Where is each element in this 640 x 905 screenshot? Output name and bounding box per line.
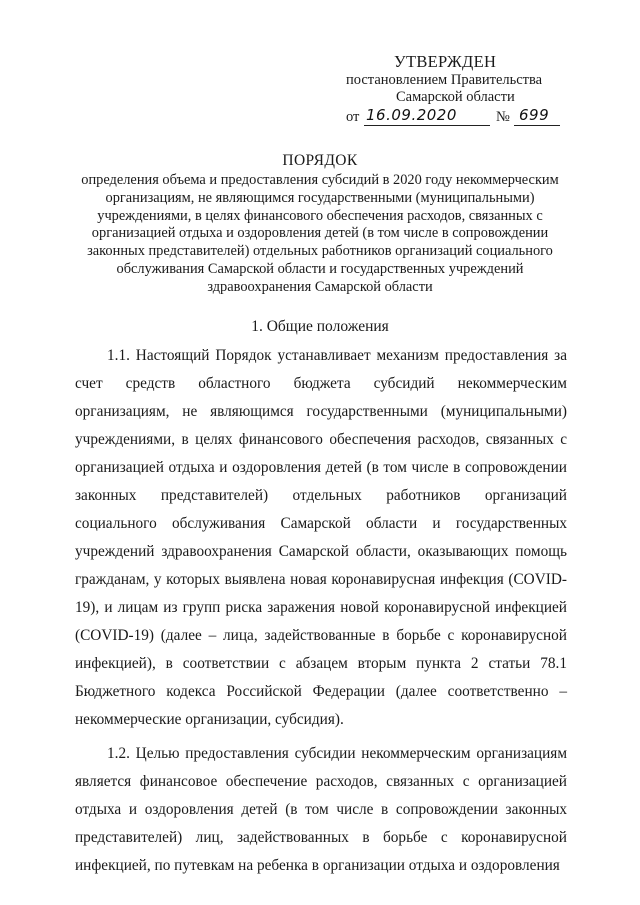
document-subtitle: определения объема и предоставления субсидий в 2020 году некоммерческим организациям, не являющимся государственными (муниципальными) учреждениями, в целях финансового обеспечения расходов, связанных с организацией отдыха и оздоровления детей (в том числе в сопровождении законных представителей) отдельных работников организаций социального обслуживания Самарской области и государственных учреждений здравоохранения Самарской области: [81, 172, 559, 295]
document-title: ПОРЯДОК: [282, 152, 358, 169]
paragraph-1-1: 1.1. Настоящий Порядок устанавливает механизм предоставления за счет средств областного бюджета субсидий некоммерческим организациям, не являющимся государственными (муниципальными) учреждениями, в целях финансового обеспечения расходов, связанных с организацией отдыха и оздоровления детей (в том числе в сопровождении законных представителей) отдельных работников организаций социального обслуживания Самарской области и государственных учреждений здравоохранения Самарской области, оказывающих помощь гражданам, у которых выявлена новая коронавирусная инфекция (COVID-19), и лицам из групп риска заражения новой коронавирусной инфекцией (COVID-19) (далее – лица, задействованные в борьбе с коронавирусной инфекцией), в соответствии с абзацем вторым пункта 2 статьи 78.1 Бюджетного кодекса Российской Федерации (далее соответственно – некоммерческие организации, субсидия).: [75, 347, 567, 728]
approval-date-prefix: от: [346, 109, 360, 125]
document-body: [75, 342, 567, 880]
approval-title: УТВЕРЖДЕН: [394, 52, 497, 71]
approval-line-2: Самарской области: [396, 89, 515, 105]
approval-line-1: постановлением Правительства: [346, 72, 543, 88]
section-title: 1. Общие положения: [251, 318, 389, 335]
approval-number-sign: №: [496, 109, 510, 125]
approval-date-handwritten: 16.09.2020: [366, 106, 457, 124]
paragraph-1-2: 1.2. Целью предоставления субсидии некоммерческим организациям является финансовое обеспечение расходов, связанных с организацией отдыха и оздоровления детей (в том числе в сопровождении законных представителей) лиц, задействованных в борьбе с коронавирусной инфекцией, по путевкам на ребенка в организации отдыха и оздоровления: [75, 745, 567, 874]
approval-date-field: [364, 107, 490, 126]
approval-number-handwritten: 699: [519, 106, 550, 124]
approval-number-field: [514, 107, 560, 126]
